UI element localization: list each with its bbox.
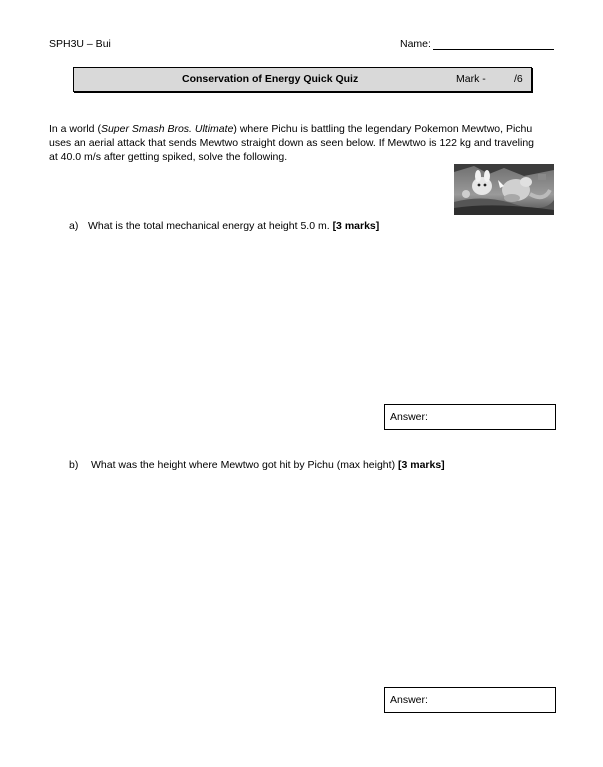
- intro-line-2: uses an aerial attack that sends Mewtwo straight down as seen below. If Mewtwo is 122 kg and traveling: [49, 137, 535, 149]
- game-screenshot-image: [454, 164, 554, 215]
- intro-line-1: [49, 122, 559, 136]
- quiz-title: Conservation of Energy Quick Quiz: [182, 73, 359, 85]
- mark-total: /6: [514, 73, 523, 85]
- question-a-text: What is the total mechanical energy at height 5.0 m.: [88, 220, 330, 232]
- question-a-marks: [3 marks]: [332, 220, 380, 232]
- question-b-text: What was the height where Mewtwo got hit by Pichu (max height): [91, 459, 396, 471]
- intro-text: ) where Pichu is battling the legendary Pokemon Mewtwo, Pichu: [233, 123, 533, 135]
- intro-text: In a world (: [49, 123, 101, 135]
- answer-box-a[interactable]: [384, 404, 556, 430]
- question-b-letter: b): [69, 459, 79, 471]
- answer-b-label: Answer:: [390, 694, 428, 706]
- question-a-letter: a): [69, 220, 79, 232]
- answer-a-label: Answer:: [390, 411, 428, 423]
- game-title: Super Smash Bros. Ultimate: [100, 123, 234, 135]
- question-b-marks: [3 marks]: [397, 459, 445, 471]
- course-code: SPH3U – Bui: [49, 38, 111, 50]
- answer-box-b[interactable]: [384, 687, 556, 713]
- name-field-line[interactable]: [433, 49, 554, 50]
- intro-paragraph: [49, 122, 559, 164]
- name-label: Name:: [400, 38, 431, 50]
- question-a: [88, 220, 379, 232]
- mark-label: Mark -: [456, 73, 486, 85]
- intro-line-3: at 40.0 m/s after getting spiked, solve the following.: [49, 151, 288, 163]
- question-b: [91, 459, 445, 471]
